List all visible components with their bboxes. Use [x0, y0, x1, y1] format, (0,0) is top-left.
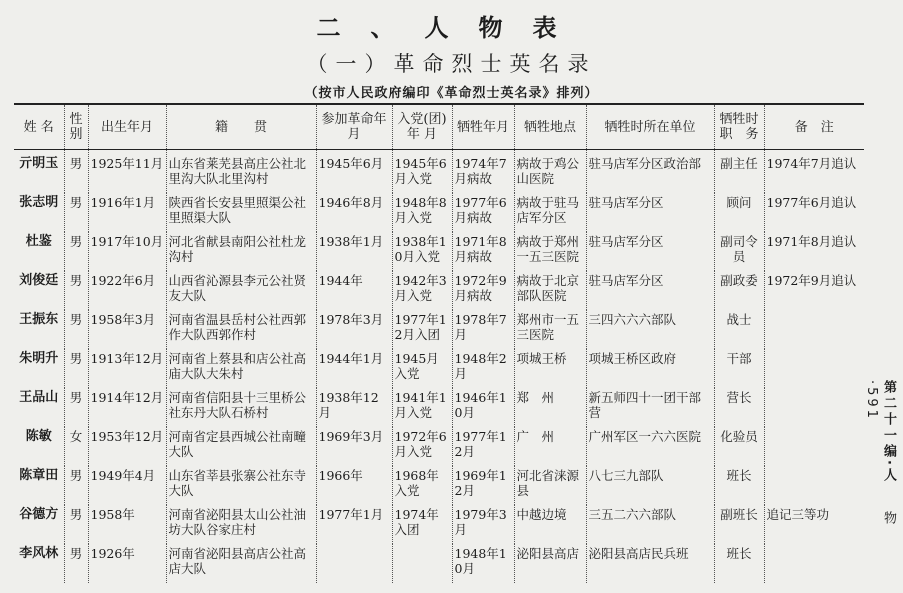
cell-unit: 驻马店军分区 [586, 271, 714, 310]
cell-party: 1972年6月入党 [392, 427, 452, 466]
cell-origin: 河南省泌阳县高店公社高店大队 [166, 544, 316, 583]
table-row [14, 505, 864, 544]
table-header-row [14, 104, 864, 150]
cell-party [392, 544, 452, 583]
cell-place: 病故于驻马店军分区 [514, 193, 586, 232]
cell-place: 河北省涞源县 [514, 466, 586, 505]
cell-post: 副班长 [714, 505, 764, 544]
cell-name: 张志明 [19, 195, 59, 210]
cell-name: 李风林 [19, 546, 59, 561]
table-row [14, 544, 864, 583]
section-subtitle: （一）革命烈士英名录 [306, 52, 597, 76]
header-remark: 备 注 [764, 104, 864, 150]
header-birth: 出生年月 [88, 104, 166, 150]
cell-place: 病故于鸡公山医院 [514, 150, 586, 194]
cell-death: 1977年6月病故 [452, 193, 514, 232]
cell-unit: 新五师四十一团干部营 [586, 388, 714, 427]
cell-death: 1977年12月 [452, 427, 514, 466]
cell-birth: 1917年10月 [88, 232, 166, 271]
cell-name: 陈章田 [19, 468, 59, 483]
cell-post: 化验员 [714, 427, 764, 466]
cell-origin: 河南省信阳县十三里桥公社东丹大队石桥村 [166, 388, 316, 427]
cell-place: 泌阳县高店 [514, 544, 586, 583]
cell-place: 病故于郑州一五三医院 [514, 232, 586, 271]
cell-join: 1978年3月 [316, 310, 392, 349]
cell-birth: 1949年4月 [88, 466, 166, 505]
cell-remark [764, 349, 864, 388]
cell-remark: 1971年8月追认 [764, 232, 864, 271]
header-name: 姓 名 [14, 104, 64, 150]
cell-name: 陈敏 [25, 429, 52, 444]
cell-join: 1969年3月 [316, 427, 392, 466]
cell-join: 1944年 [316, 271, 392, 310]
cell-name: 谷德方 [19, 507, 59, 522]
cell-birth: 1953年12月 [88, 427, 166, 466]
cell-place: 郑 州 [514, 388, 586, 427]
table-row [14, 427, 864, 466]
cell-birth: 1926年 [88, 544, 166, 583]
cell-place: 郑州市一五三医院 [514, 310, 586, 349]
cell-sex: 男 [64, 232, 88, 271]
cell-post: 副政委 [714, 271, 764, 310]
cell-party: 1945年6月入党 [392, 150, 452, 194]
cell-sex: 男 [64, 505, 88, 544]
cell-death: 1974年7月病故 [452, 150, 514, 194]
cell-unit: 八七三九部队 [586, 466, 714, 505]
cell-remark [764, 466, 864, 505]
header-sex: 性别 [64, 104, 88, 150]
cell-origin: 山东省莘县张寨公社东寺大队 [166, 466, 316, 505]
cell-party: 1942年3月入党 [392, 271, 452, 310]
cell-party: 1977年12月入团 [392, 310, 452, 349]
cell-unit: 驻马店军分区政治部 [586, 150, 714, 194]
table-row [14, 232, 864, 271]
cell-sex: 女 [64, 427, 88, 466]
cell-death: 1969年12月 [452, 466, 514, 505]
page-number: 物·591 [864, 380, 896, 528]
cell-name: 朱明升 [19, 351, 59, 366]
header-origin: 籍 贯 [166, 104, 316, 150]
cell-origin: 陕西省长安县里照渠公社里照渠大队 [166, 193, 316, 232]
cell-remark [764, 388, 864, 427]
cell-origin: 山西省沁源县李元公社贤友大队 [166, 271, 316, 310]
cell-remark: 1977年6月追认 [764, 193, 864, 232]
cell-name: 刘俊廷 [19, 273, 59, 288]
cell-post: 干部 [714, 349, 764, 388]
table-row [14, 388, 864, 427]
cell-join: 1945年6月 [316, 150, 392, 194]
table-row [14, 193, 864, 232]
cell-name: 亓明玉 [19, 156, 59, 171]
header-party: 入党(团)年 月 [392, 104, 452, 150]
cell-birth: 1913年12月 [88, 349, 166, 388]
cell-origin: 河北省献县南阳公社杜龙沟村 [166, 232, 316, 271]
cell-place: 广 州 [514, 427, 586, 466]
table-row [14, 271, 864, 310]
cell-party: 1968年入党 [392, 466, 452, 505]
cell-origin: 河南省温县岳村公社西郭作大队西郭作村 [166, 310, 316, 349]
cell-birth: 1916年1月 [88, 193, 166, 232]
cell-name: 杜鉴 [25, 234, 52, 249]
cell-post: 顾问 [714, 193, 764, 232]
cell-birth: 1958年3月 [88, 310, 166, 349]
cell-post: 班长 [714, 466, 764, 505]
cell-unit: 泌阳县高店民兵班 [586, 544, 714, 583]
cell-party: 1948年8月入党 [392, 193, 452, 232]
cell-birth: 1922年6月 [88, 271, 166, 310]
cell-sex: 男 [64, 349, 88, 388]
cell-party: 1941年1月入党 [392, 388, 452, 427]
cell-sex: 男 [64, 310, 88, 349]
cell-origin: 河南省上蔡县和店公社高庙大队大朱村 [166, 349, 316, 388]
cell-unit: 广州军区一六六医院 [586, 427, 714, 466]
cell-join: 1944年1月 [316, 349, 392, 388]
cell-remark: 追记三等功 [764, 505, 864, 544]
cell-death: 1978年7月 [452, 310, 514, 349]
cell-place: 中越边境 [514, 505, 586, 544]
cell-death: 1946年10月 [452, 388, 514, 427]
table-row [14, 466, 864, 505]
cell-join: 1966年 [316, 466, 392, 505]
cell-join: 1946年8月 [316, 193, 392, 232]
cell-birth: 1925年11月 [88, 150, 166, 194]
cell-origin: 山东省莱芜县高庄公社北里沟大队北里沟村 [166, 150, 316, 194]
cell-sex: 男 [64, 388, 88, 427]
cell-remark [764, 427, 864, 466]
header-unit: 牺牲时所在单位 [586, 104, 714, 150]
cell-party: 1974年入团 [392, 505, 452, 544]
header-death: 牺牲年月 [452, 104, 514, 150]
cell-join: 1938年1月 [316, 232, 392, 271]
table-row [14, 310, 864, 349]
header-place: 牺牲地点 [514, 104, 586, 150]
table-row [14, 150, 864, 194]
martyr-roster-table [14, 103, 864, 583]
cell-sex: 男 [64, 271, 88, 310]
cell-sex: 男 [64, 193, 88, 232]
page-title: 二、人物表 [316, 14, 587, 42]
cell-origin: 河南省定县西城公社南疃大队 [166, 427, 316, 466]
cell-death: 1948年2月 [452, 349, 514, 388]
cell-post: 营长 [714, 388, 764, 427]
cell-birth: 1914年12月 [88, 388, 166, 427]
cell-name: 王振东 [19, 312, 59, 327]
cell-place: 项城王桥 [514, 349, 586, 388]
cell-unit: 项城王桥区政府 [586, 349, 714, 388]
cell-remark [764, 310, 864, 349]
cell-unit: 驻马店军分区 [586, 193, 714, 232]
cell-sex: 男 [64, 544, 88, 583]
cell-birth: 1958年 [88, 505, 166, 544]
side-section-label: 第二十一编·人 [881, 380, 896, 484]
cell-remark: 1972年9月追认 [764, 271, 864, 310]
cell-join: 1977年1月 [316, 505, 392, 544]
cell-remark: 1974年7月追认 [764, 150, 864, 194]
cell-remark [764, 544, 864, 583]
cell-name: 王品山 [19, 390, 59, 405]
cell-join: 1938年12月 [316, 388, 392, 427]
cell-party: 1945月入党 [392, 349, 452, 388]
header-post: 牺牲时职 务 [714, 104, 764, 150]
cell-unit: 三四六六六部队 [586, 310, 714, 349]
cell-origin: 河南省泌阳县太山公社油坊大队谷家庄村 [166, 505, 316, 544]
cell-death: 1979年3月 [452, 505, 514, 544]
cell-unit: 驻马店军分区 [586, 232, 714, 271]
cell-post: 班长 [714, 544, 764, 583]
side-margin-label [864, 380, 898, 560]
cell-death: 1972年9月病故 [452, 271, 514, 310]
table-row [14, 349, 864, 388]
cell-sex: 男 [64, 150, 88, 194]
cell-join [316, 544, 392, 583]
cell-party: 1938年10月入党 [392, 232, 452, 271]
cell-post: 副司令员 [714, 232, 764, 271]
cell-sex: 男 [64, 466, 88, 505]
cell-post: 副主任 [714, 150, 764, 194]
cell-death: 1948年10月 [452, 544, 514, 583]
header-join: 参加革命年 月 [316, 104, 392, 150]
source-note: （按市人民政府编印《革命烈士英名录》排列） [304, 86, 599, 101]
cell-death: 1971年8月病故 [452, 232, 514, 271]
cell-unit: 三五二六六部队 [586, 505, 714, 544]
cell-post: 战士 [714, 310, 764, 349]
cell-place: 病故于北京部队医院 [514, 271, 586, 310]
